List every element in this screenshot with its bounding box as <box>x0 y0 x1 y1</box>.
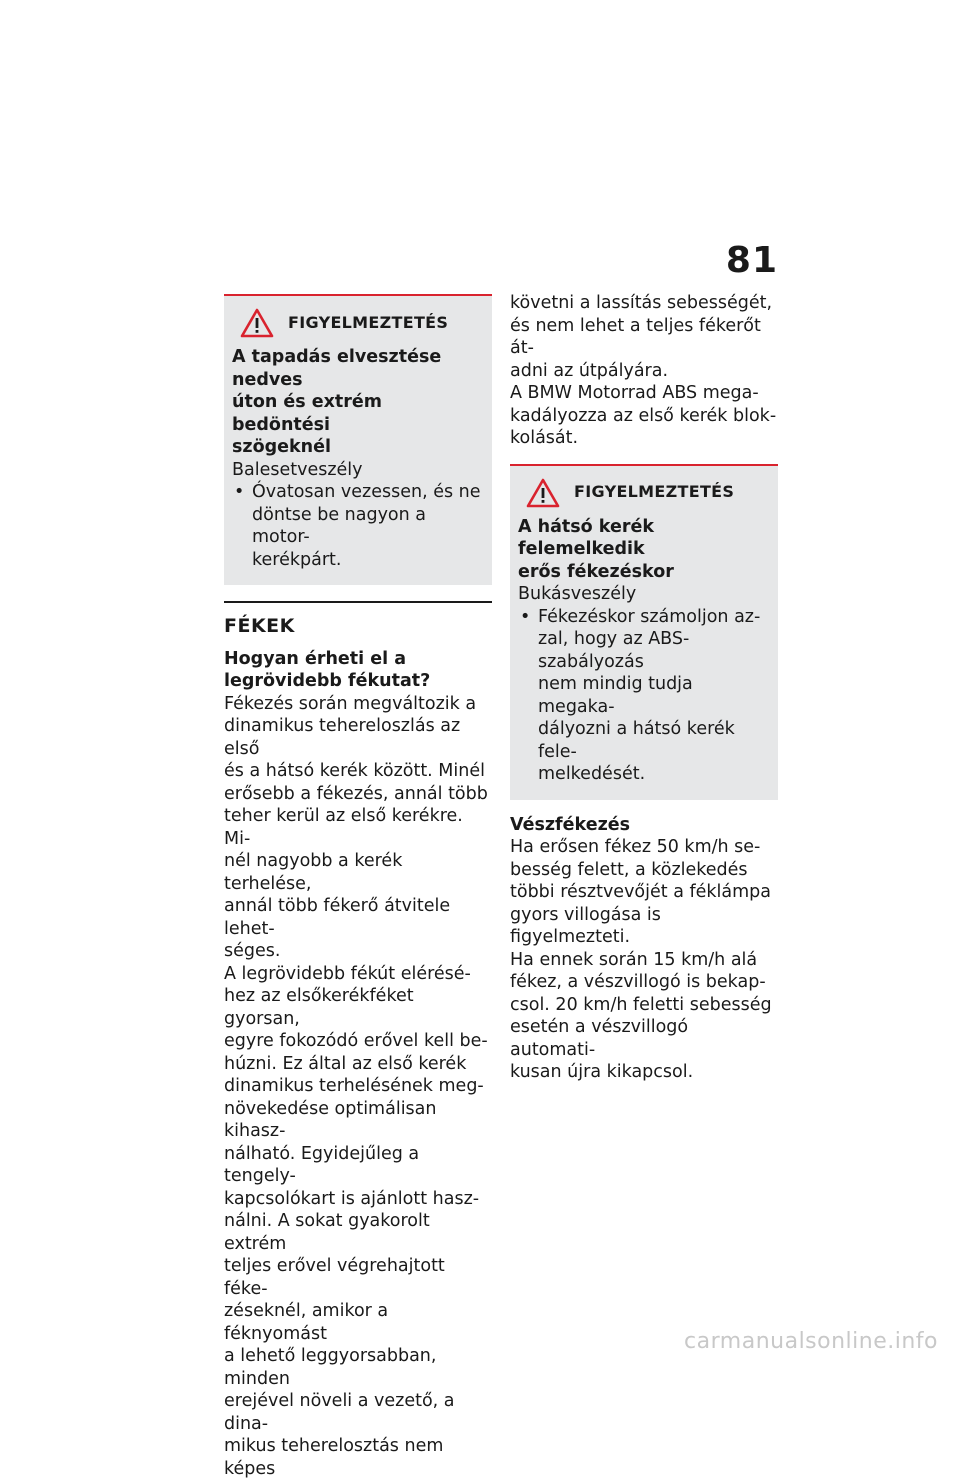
text-line: erősebb a fékezés, annál több <box>224 783 492 806</box>
text-line: nálható. Egyidejűleg a tengely- <box>224 1143 492 1188</box>
text-line: gyors villogása is figyelmezteti. <box>510 904 778 949</box>
text-line: • Óvatosan vezessen, és ne <box>252 481 484 504</box>
subheading <box>224 648 492 693</box>
text-line: és nem lehet a teljes fékerőt át- <box>510 315 778 360</box>
text-line: egyre fokozódó erővel kell be- <box>224 1030 492 1053</box>
right-column <box>510 292 778 1084</box>
text-line: dinamikus tehereloszlás az első <box>224 715 492 760</box>
text-line: kusan újra kikapcsol. <box>510 1061 778 1084</box>
text-line: teher kerül az első kerékre. Mi- <box>224 805 492 850</box>
text-line: zéseknél, amikor a féknyomást <box>224 1300 492 1345</box>
subheading-emergency-braking: Vészfékezés <box>510 814 778 837</box>
warning-hazard: Bukásveszély <box>518 583 770 606</box>
text-line: Ha erősen fékez 50 km/h se- <box>510 836 778 859</box>
text-line: úton és extrém bedöntési <box>232 391 484 436</box>
warning-bullet <box>232 481 484 571</box>
paragraph-brake-light <box>510 836 778 949</box>
warning-bullet <box>518 606 770 786</box>
text-line: Ha ennek során 15 km/h alá <box>510 949 778 972</box>
warning-triangle-icon <box>240 308 274 338</box>
text-line: húzni. Ez által az első kerék <box>224 1053 492 1076</box>
text-line: döntse be nagyon a motor- <box>252 504 484 549</box>
warning-header <box>240 308 484 338</box>
text-line: csol. 20 km/h feletti sebesség <box>510 994 778 1017</box>
text-line: Fékezés során megváltozik a <box>224 693 492 716</box>
text-line: annál több fékerő átvitele lehet- <box>224 895 492 940</box>
text-line: Hogyan érheti el a <box>224 648 492 671</box>
text-line: nálni. A sokat gyakorolt extrém <box>224 1210 492 1255</box>
warning-triangle-icon <box>526 478 560 508</box>
section-divider <box>224 601 492 603</box>
paragraph-abs <box>510 382 778 450</box>
warning-hazard: Balesetveszély <box>232 459 484 482</box>
text-line: besség felett, a közlekedés <box>510 859 778 882</box>
page-number: 81 <box>690 240 778 281</box>
text-line: dályozni a hátsó kerék fele- <box>538 718 770 763</box>
text-line: kapcsolókart is ajánlott hasz- <box>224 1188 492 1211</box>
text-line: kadályozza az első kerék blok- <box>510 405 778 428</box>
warning-box-traction <box>224 294 492 585</box>
paragraph-braking-technique <box>224 963 492 1480</box>
text-line: teljes erővel végrehajtott féke- <box>224 1255 492 1300</box>
text-line: mikus teherelosztás nem képes <box>224 1435 492 1480</box>
text-line: A BMW Motorrad ABS mega- <box>510 382 778 405</box>
warning-header <box>526 478 770 508</box>
paragraph-load-distribution <box>224 693 492 963</box>
text-line: a lehető leggyorsabban, minden <box>224 1345 492 1390</box>
warning-headline <box>518 516 770 584</box>
text-line: fékez, a vészvillogó is bekap- <box>510 971 778 994</box>
paragraph-hazard-lights <box>510 949 778 1084</box>
text-line: • Fékezéskor számoljon az- <box>538 606 770 629</box>
text-line: erejével növeli a vezető, a dina- <box>224 1390 492 1435</box>
warning-title: FIGYELMEZTETÉS <box>574 481 734 504</box>
text-line: nél nagyobb a kerék terhelése, <box>224 850 492 895</box>
text-line: többi résztvevőjét a féklámpa <box>510 881 778 904</box>
text-line: A tapadás elvesztése nedves <box>232 346 484 391</box>
text-line: és a hátsó kerék között. Minél <box>224 760 492 783</box>
text-line: zal, hogy az ABS-szabályozás <box>538 628 770 673</box>
warning-title: FIGYELMEZTETÉS <box>288 312 448 335</box>
text-line: dinamikus terhelésének meg- <box>224 1075 492 1098</box>
text-line: növekedése optimálisan kihasz- <box>224 1098 492 1143</box>
text-line: A hátsó kerék felemelkedik <box>518 516 770 561</box>
footer-watermark[interactable]: carmanualsonline.info <box>684 1329 938 1354</box>
text-line: szögeknél <box>232 436 484 459</box>
text-line: követni a lassítás sebességét, <box>510 292 778 315</box>
text-line: A legrövidebb fékút elérésé- <box>224 963 492 986</box>
left-column <box>224 294 492 1480</box>
text-line: erős fékezéskor <box>518 561 770 584</box>
text-line: kerékpárt. <box>252 549 484 572</box>
text-line: hez az elsőkerékféket gyorsan, <box>224 985 492 1030</box>
paragraph-continuation <box>510 292 778 382</box>
text-line: legrövidebb fékutat? <box>224 670 492 693</box>
text-line: kolását. <box>510 427 778 450</box>
text-line: melkedését. <box>538 763 770 786</box>
text-line: esetén a vészvillogó automati- <box>510 1016 778 1061</box>
warning-headline <box>232 346 484 459</box>
text-line: adni az útpályára. <box>510 360 778 383</box>
text-line: nem mindig tudja megaka- <box>538 673 770 718</box>
text-line: séges. <box>224 940 492 963</box>
warning-box-rear-wheel <box>510 464 778 800</box>
section-title: FÉKEK <box>224 615 492 638</box>
